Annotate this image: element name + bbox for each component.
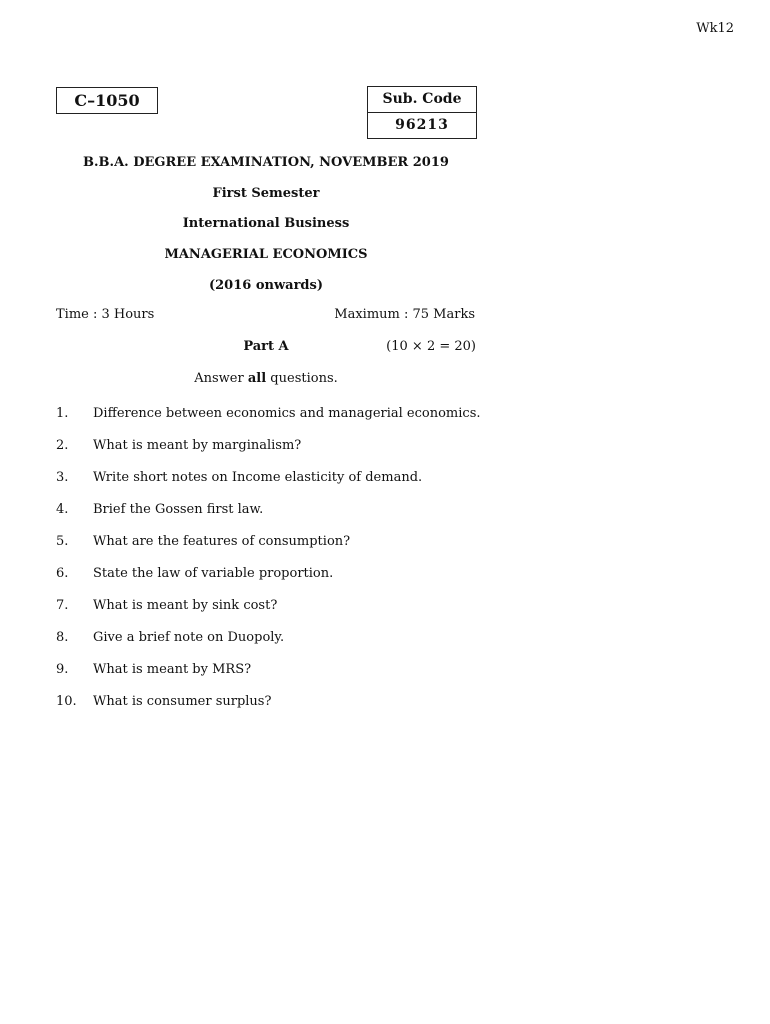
question-number: 9. <box>56 662 69 677</box>
onwards-title: (2016 onwards) <box>208 278 323 293</box>
subject-title: MANAGERIAL ECONOMICS <box>164 247 368 262</box>
question-item <box>56 694 481 726</box>
question-number: 6. <box>56 566 69 581</box>
semester-title: First Semester <box>212 186 320 201</box>
instruction-pre: Answer <box>194 371 248 386</box>
question-item <box>56 566 481 598</box>
question-text: What is meant by MRS? <box>93 662 252 677</box>
part-marks: (10 × 2 = 20) <box>386 339 476 354</box>
page-tag: Wk12 <box>696 21 734 36</box>
question-item <box>56 662 481 694</box>
question-item <box>56 438 481 470</box>
question-item <box>56 534 481 566</box>
instruction-post: questions. <box>266 371 338 386</box>
question-text: What are the features of consumption? <box>93 534 351 549</box>
question-number: 8. <box>56 630 69 645</box>
question-text: Brief the Gossen first law. <box>93 502 264 517</box>
maximum-marks: Maximum : 75 Marks <box>334 307 475 322</box>
question-text: What is meant by sink cost? <box>93 598 278 613</box>
question-item <box>56 630 481 662</box>
question-item <box>56 598 481 630</box>
question-text: State the law of variable proportion. <box>93 566 334 581</box>
time-allowed: Time : 3 Hours <box>56 307 155 322</box>
sub-code-value: 96213 <box>395 117 449 133</box>
program-title: International Business <box>182 216 350 231</box>
question-item <box>56 470 481 502</box>
question-text: What is meant by marginalism? <box>93 438 302 453</box>
exam-title: B.B.A. DEGREE EXAMINATION, NOVEMBER 2019 <box>83 155 449 170</box>
sub-code-label: Sub. Code <box>368 87 476 113</box>
question-item <box>56 406 481 438</box>
question-number: 10. <box>56 694 77 709</box>
part-title: Part A <box>243 339 289 354</box>
question-text: Write short notes on Income elasticity of demand. <box>93 470 423 485</box>
question-list <box>56 406 481 726</box>
question-number: 3. <box>56 470 69 485</box>
question-number: 2. <box>56 438 69 453</box>
question-text: Difference between economics and managerial economics. <box>93 406 481 421</box>
sub-code-box <box>367 86 477 139</box>
question-number: 4. <box>56 502 69 517</box>
question-number: 7. <box>56 598 69 613</box>
question-number: 5. <box>56 534 69 549</box>
question-item <box>56 502 481 534</box>
instruction <box>56 371 476 386</box>
question-number: 1. <box>56 406 69 421</box>
question-text: Give a brief note on Duopoly. <box>93 630 285 645</box>
question-text: What is consumer surplus? <box>93 694 272 709</box>
paper-code-box: C–1050 <box>56 87 158 114</box>
instruction-bold: all <box>247 371 267 386</box>
